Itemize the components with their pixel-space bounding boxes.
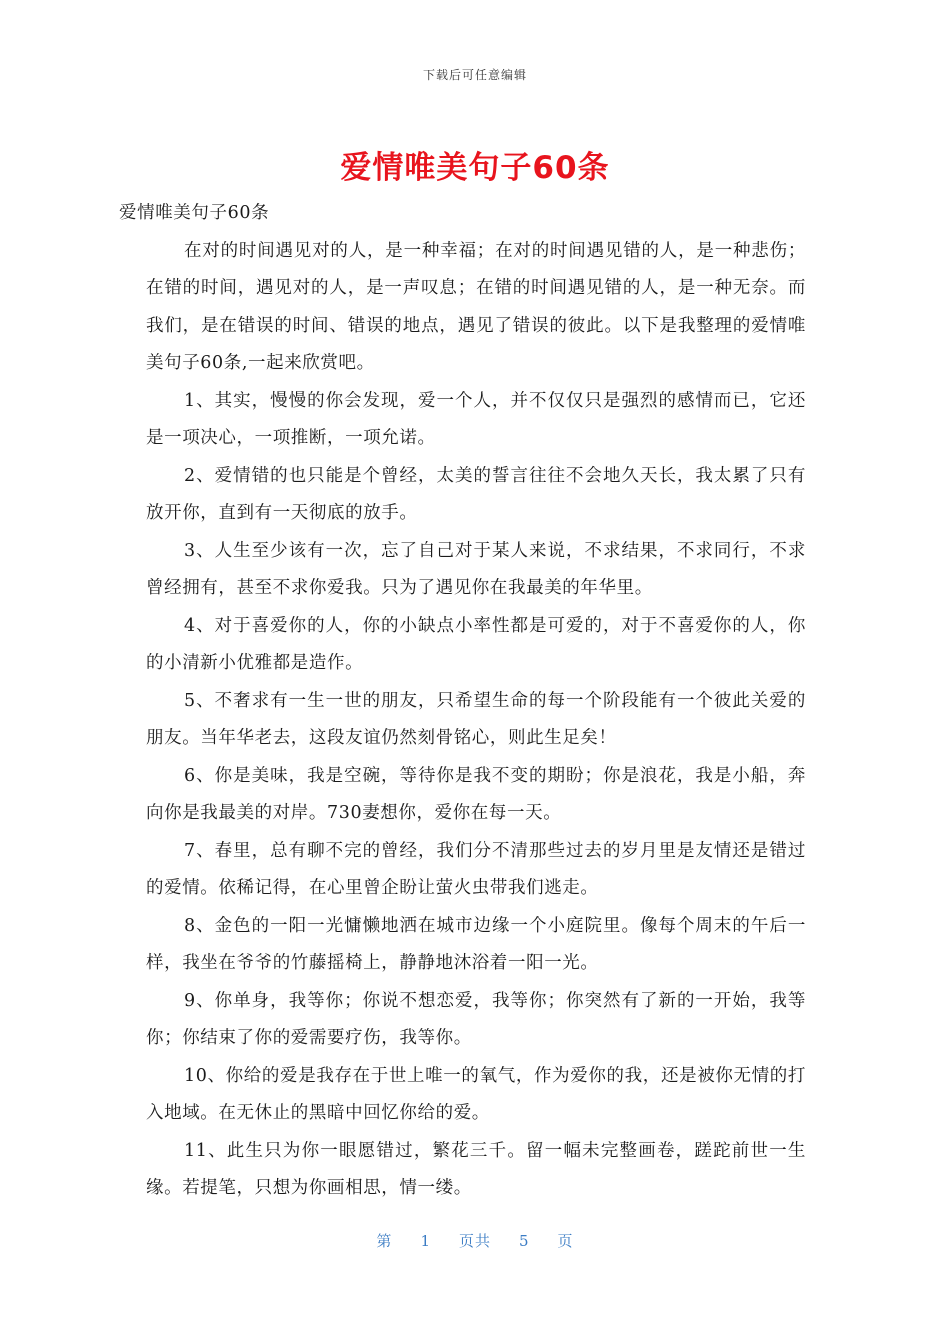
list-item: 11、此生只为你一眼愿错过，繁花三千。留一幅未完整画卷，蹉跎前世一生缘。若提笔，只想为你画相思，情一缕。: [146, 1140, 806, 1198]
list-item: 7、春里，总有聊不完的曾经，我们分不清那些过去的岁月里是友情还是错过的爱情。依稀记得，在心里曾企盼让萤火虫带我们逃走。: [146, 840, 806, 898]
intro-paragraph: 在对的时间遇见对的人，是一种幸福；在对的时间遇见错的人，是一种悲伤；在错的时间，遇见对的人，是一声叹息；在错的时间遇见错的人，是一种无奈。而我们，是在错误的时间、错误的地点，遇见了错误的彼此。以下是我整理的爱情唯美句子60条,一起来欣赏吧。: [146, 240, 806, 373]
page-label-middle: 页共: [458, 1232, 491, 1250]
page-footer: [0, 1230, 950, 1251]
page-label-suffix: 页: [557, 1232, 574, 1250]
page-number-current: 1: [420, 1232, 431, 1250]
list-item: 5、不奢求有一生一世的朋友，只希望生命的每一个阶段能有一个彼此关爱的朋友。当年华老去，这段友谊仍然刻骨铭心，则此生足矣！: [146, 690, 806, 748]
document-body: [119, 195, 806, 1208]
document-title: 爱情唯美句子60条: [340, 150, 610, 186]
list-item: 4、对于喜爱你的人，你的小缺点小率性都是可爱的，对于不喜爱你的人，你的小清新小优雅都是造作。: [146, 615, 806, 673]
list-item: 8、金色的一阳一光慵懒地洒在城市边缘一个小庭院里。像每个周末的午后一样，我坐在爷爷的竹藤摇椅上，静静地沐浴着一阳一光。: [146, 915, 806, 973]
list-item: 9、你单身，我等你；你说不想恋爱，我等你；你突然有了新的一开始，我等你；你结束了你的爱需要疗伤，我等你。: [146, 990, 806, 1048]
list-item: 2、爱情错的也只能是个曾经，太美的誓言往往不会地久天长，我太累了只有放开你，直到有一天彻底的放手。: [146, 465, 806, 523]
list-item: 3、人生至少该有一次，忘了自己对于某人来说，不求结果，不求同行，不求曾经拥有，甚至不求你爱我。只为了遇见你在我最美的年华里。: [146, 540, 806, 598]
page-label-prefix: 第: [376, 1232, 393, 1250]
page-header-note: 下载后可任意编辑: [422, 68, 527, 82]
page-number-total: 5: [519, 1232, 530, 1250]
list-item: 10、你给的爱是我存在于世上唯一的氧气，作为爱你的我，还是被你无情的打入地域。在无休止的黑暗中回忆你给的爱。: [146, 1065, 806, 1123]
document-subtitle: 爱情唯美句子60条: [119, 203, 270, 223]
list-item: 6、你是美味，我是空碗，等待你是我不变的期盼；你是浪花，我是小船，奔向你是我最美的对岸。730妻想你，爱你在每一天。: [146, 765, 806, 823]
list-item: 1、其实，慢慢的你会发现，爱一个人，并不仅仅只是强烈的感情而已，它还是一项决心，一项推断，一项允诺。: [146, 390, 806, 448]
